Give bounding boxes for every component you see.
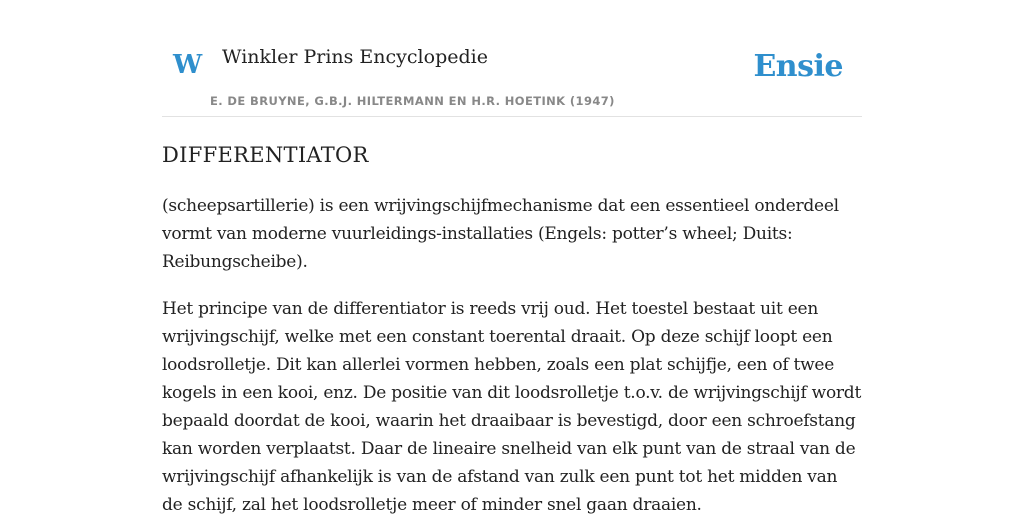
encyclopedia-logo-icon[interactable]: W [173,50,203,80]
page [162,0,862,519]
site-title[interactable]: Winkler Prins Encyclopedie [222,46,488,68]
site-header [162,0,862,117]
entry-paragraph: Het principe van de differentiator is reeds vrij oud. Het toestel bestaat uit een wrijvingschijf, welke met een constant toerental draait. Op deze schijf loopt een loodsrolletje. Dit kan allerlei vormen hebben, zoals een plat schijfje, een of twee kogels in een kooi, enz. De positie van dit loodsrolletje t.o.v. de wrijvingschijf wordt bepaald doordat de kooi, waarin het draaibaar is bevestigd, door een schroefstang kan worden verplaatst. Daar de lineaire snelheid van elk punt van de straal van de wrijvingschijf afhankelijk is van de afstand van zulk een punt tot het midden van de schijf, zal het loodsrolletje meer of minder snel gaan draaien. [162,299,862,516]
entry-paragraph: (scheepsartillerie) is een wrijvingschijfmechanisme dat een essentieel onderdeel vormt van moderne vuurleidings-installaties (Engels: potter’s wheel; Duits: Reibungscheibe). [162,196,839,273]
authors-line: E. DE BRUYNE, G.B.J. HILTERMANN EN H.R. HOETINK (1947) [210,94,615,108]
ensie-brand-logo[interactable]: Ensie [753,49,843,84]
entry-title: DIFFERENTIATOR [162,143,369,167]
